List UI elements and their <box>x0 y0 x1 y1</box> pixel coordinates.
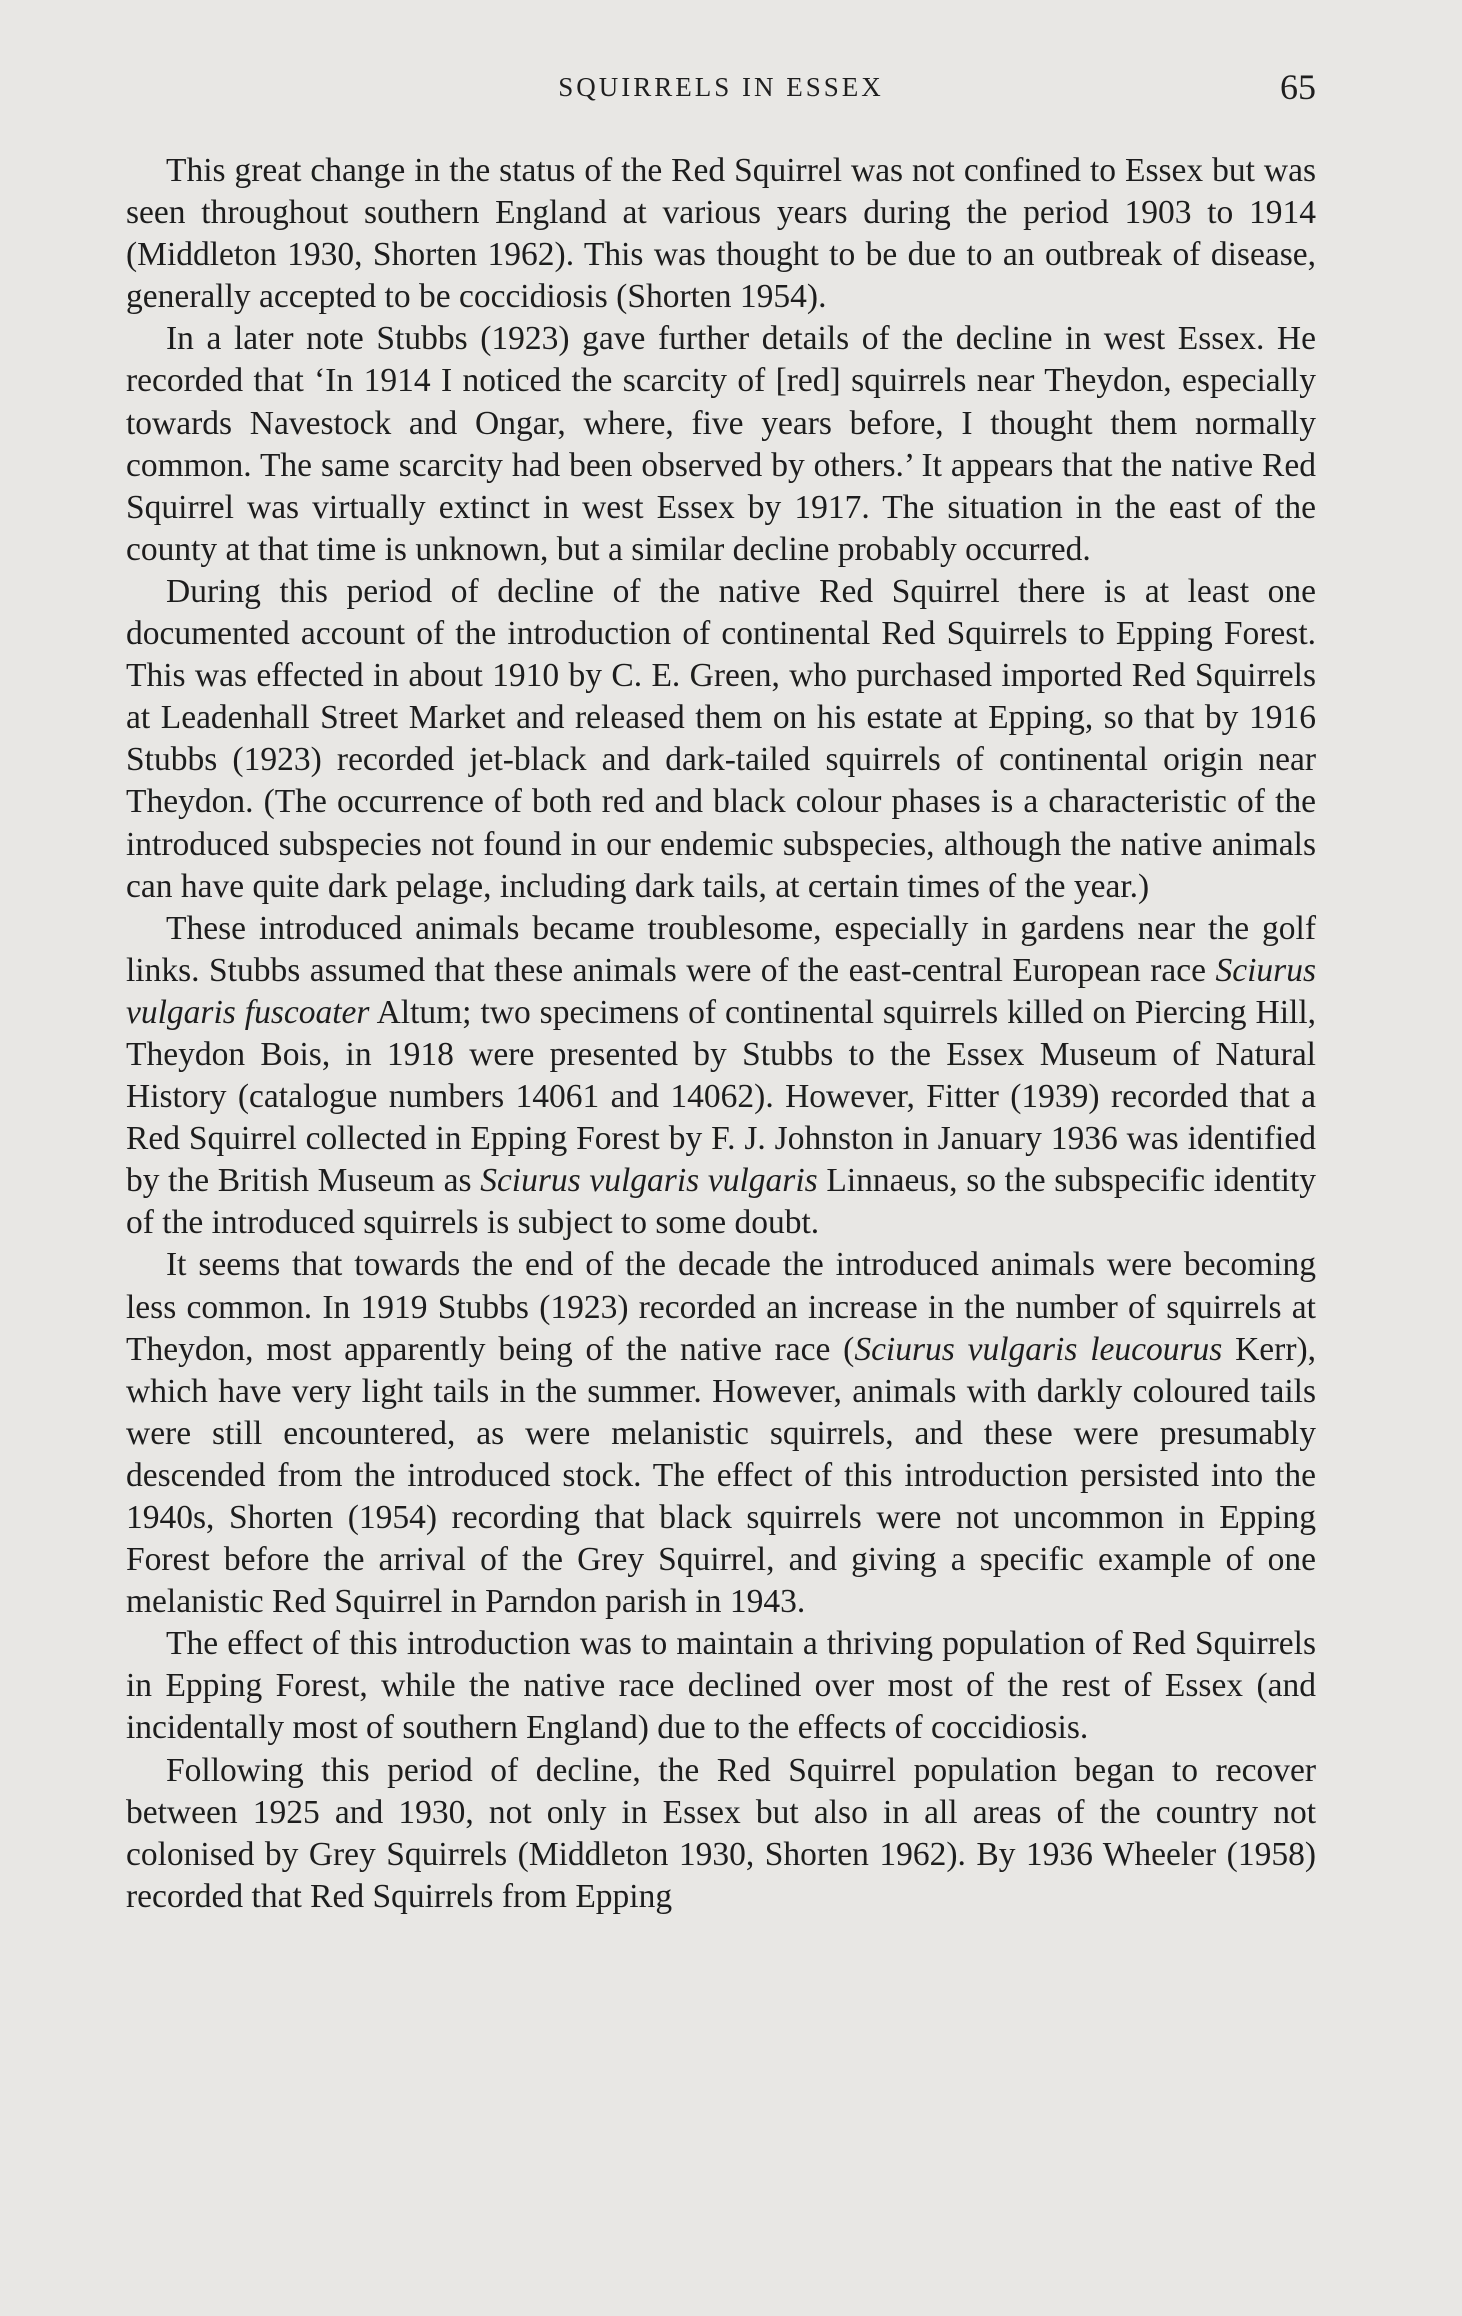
paragraph <box>126 1623 1316 1749</box>
text-run: During this period of decline of the native Red Squirrel there is at least one documented account of the introduction of continental Red Squirrels to Epping Forest. This was effected in about 1910 by C. E. Green, who purchased imported Red Squirrels at Leadenhall Street Market and released them on his estate at Epping, so that by 1916 Stubbs (1923) recorded jet-black and dark-tailed squirrels of continental origin near Theydon. (The occurrence of both red and black colour phases is a characteristic of the introduced subspecies not found in our endemic subspecies, although the native animals can have quite dark pelage, including dark tails, at certain times of the year.) <box>126 572 1316 905</box>
text-run: Kerr), which have very light tails in the summer. However, animals with darkly coloured tails were still encountered, as were melanistic squirrels, and these were presumably descended from the introduced stock. The effect of this introduction persisted into the 1940s, Shorten (1954) recording that black squirrels were not uncommon in Epping Forest before the arrival of the Grey Squirrel, and giving a specific example of one melanistic Red Squirrel in Parndon parish in 1943. <box>126 1330 1317 1621</box>
text-run: These introduced animals became troublesome, especially in gardens near the golf links. Stubbs assumed that these animals were of the east-central European race <box>126 909 1316 989</box>
running-head <box>126 66 1316 116</box>
text-run: Altum; two specimens of continental squirrels killed on Piercing Hill, Theydon Bois, in 1918 were presented by Stubbs to the Essex Museum of Natural History (catalogue numbers 14061 and 14062). However, Fitter (1939) recorded that a Red Squirrel collected in Epping Forest by F. J. Johnston in January 1936 was identified by the British Museum as <box>126 993 1316 1200</box>
paragraph <box>126 1244 1316 1623</box>
text-run: Following this period of decline, the Red Squirrel population began to recover between 1925 and 1930, not only in Essex but also in all areas of the country not colonised by Grey Squirrels (Middleton 1930, Shorten 1962). By 1936 Wheeler (1958) recorded that Red Squirrels from Epping <box>126 1751 1316 1915</box>
paragraph <box>126 908 1316 1245</box>
text-run: This great change in the status of the Red Squirrel was not confined to Essex but was seen throughout southern England at various years during the period 1903 to 1914 (Middleton 1930, Shorten 1962). This was thought to be due to an outbreak of disease, generally accepted to be coccidiosis (Shorten 1954). <box>126 152 1316 316</box>
italic-species-name: Sciurus vulgaris vulgaris <box>480 1162 818 1200</box>
page-number: 65 <box>1280 67 1316 107</box>
text-run: In a later note Stubbs (1923) gave further details of the decline in west Essex. He recorded that ‘In 1914 I noticed the scarcity of [red] squirrels near Theydon, especially towards Navestock and Ongar, where, five years before, I thought them normally common. The same scarcity had been observed by others.’ It appears that the native Red Squirrel was virtually extinct in west Essex by 1917. The situation in the east of the county at that time is unknown, but a similar decline probably occurred. <box>126 320 1316 568</box>
italic-species-name: Sciurus vulgaris leucourus <box>854 1330 1223 1368</box>
paragraph <box>126 150 1316 318</box>
paragraph <box>126 318 1316 571</box>
paragraph <box>126 1750 1316 1918</box>
body-text <box>126 150 1316 1918</box>
text-run: Linnaeus, so the subspecific identity of the introduced squirrels is subject to some doubt. <box>126 1162 1316 1242</box>
running-title: SQUIRRELS IN ESSEX <box>558 72 884 102</box>
paragraph <box>126 571 1316 908</box>
text-run: The effect of this introduction was to maintain a thriving population of Red Squirrels in Epping Forest, while the native race declined over most of the rest of Essex (and incidentally most of southern England) due to the effects of coccidiosis. <box>126 1625 1316 1747</box>
text-run: It seems that towards the end of the decade the introduced animals were becoming less common. In 1919 Stubbs (1923) recorded an increase in the number of squirrels at Theydon, most apparently being of the native race ( <box>126 1246 1316 1368</box>
italic-species-name: Sciurus vulgaris fuscoater <box>126 951 1316 1031</box>
